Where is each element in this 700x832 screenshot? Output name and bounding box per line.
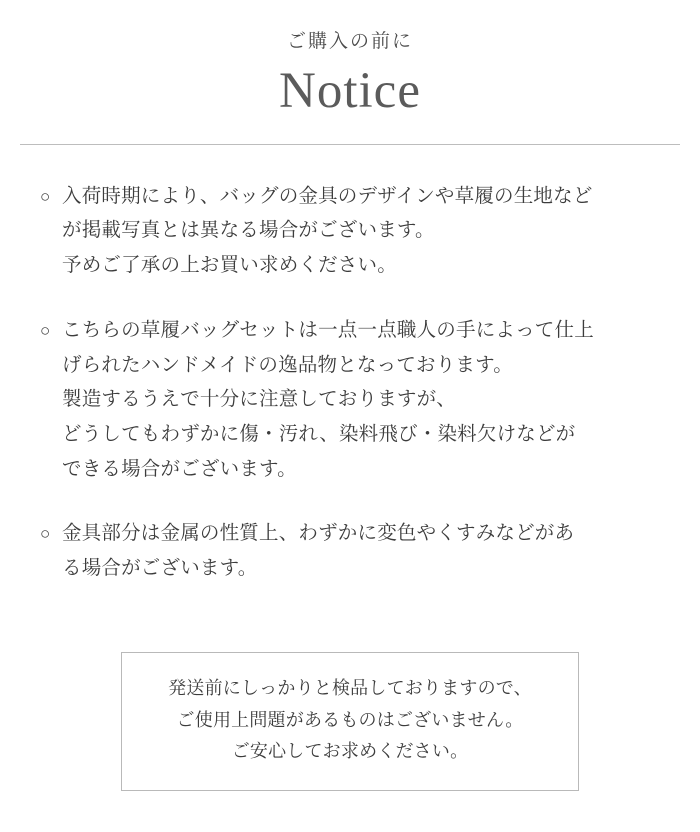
note-line: が掲載写真とは異なる場合がございます。: [62, 219, 435, 242]
box-line: ご使用上問題があるものはございません。: [176, 709, 524, 730]
bullet-icon: ○: [40, 186, 51, 206]
note-line: げられたハンドメイドの逸品物となっております。: [62, 353, 513, 376]
note-line: [40, 313, 660, 348]
notes-list: [40, 145, 660, 586]
list-item: [40, 313, 660, 487]
bullet-icon: ○: [40, 320, 51, 340]
footer-box-wrapper: [0, 652, 700, 791]
note-line: [40, 516, 660, 551]
box-line: 発送前にしっかりと検品しておりますので、: [168, 678, 532, 698]
note-text: こちらの草履バッグセットは一点一点職人の手によって仕上: [62, 318, 594, 341]
bullet-icon: ○: [40, 524, 51, 544]
page-title: Notice: [279, 62, 421, 119]
reassurance-box: [121, 652, 579, 791]
note-line: 予めご了承の上お買い求めください。: [62, 254, 397, 277]
note-line: [40, 179, 660, 214]
box-line: ご安心してお求めください。: [231, 741, 469, 761]
note-line: る場合がございます。: [62, 557, 258, 580]
note-line: 製造するうえで十分に注意しておりますが、: [62, 388, 457, 411]
list-item: [40, 179, 660, 283]
page-header: [0, 0, 700, 122]
note-line: どうしてもわずかに傷・汚れ、染料飛び・染料欠けなどが: [62, 422, 576, 445]
note-line: できる場合がございます。: [62, 457, 297, 480]
note-text: 入荷時期により、バッグの金具のデザインや草履の生地など: [62, 184, 593, 207]
list-item: [40, 516, 660, 585]
note-text: 金具部分は金属の性質上、わずかに変色やくすみなどがあ: [62, 522, 575, 545]
header-subtitle: ご購入の前に: [286, 31, 413, 52]
